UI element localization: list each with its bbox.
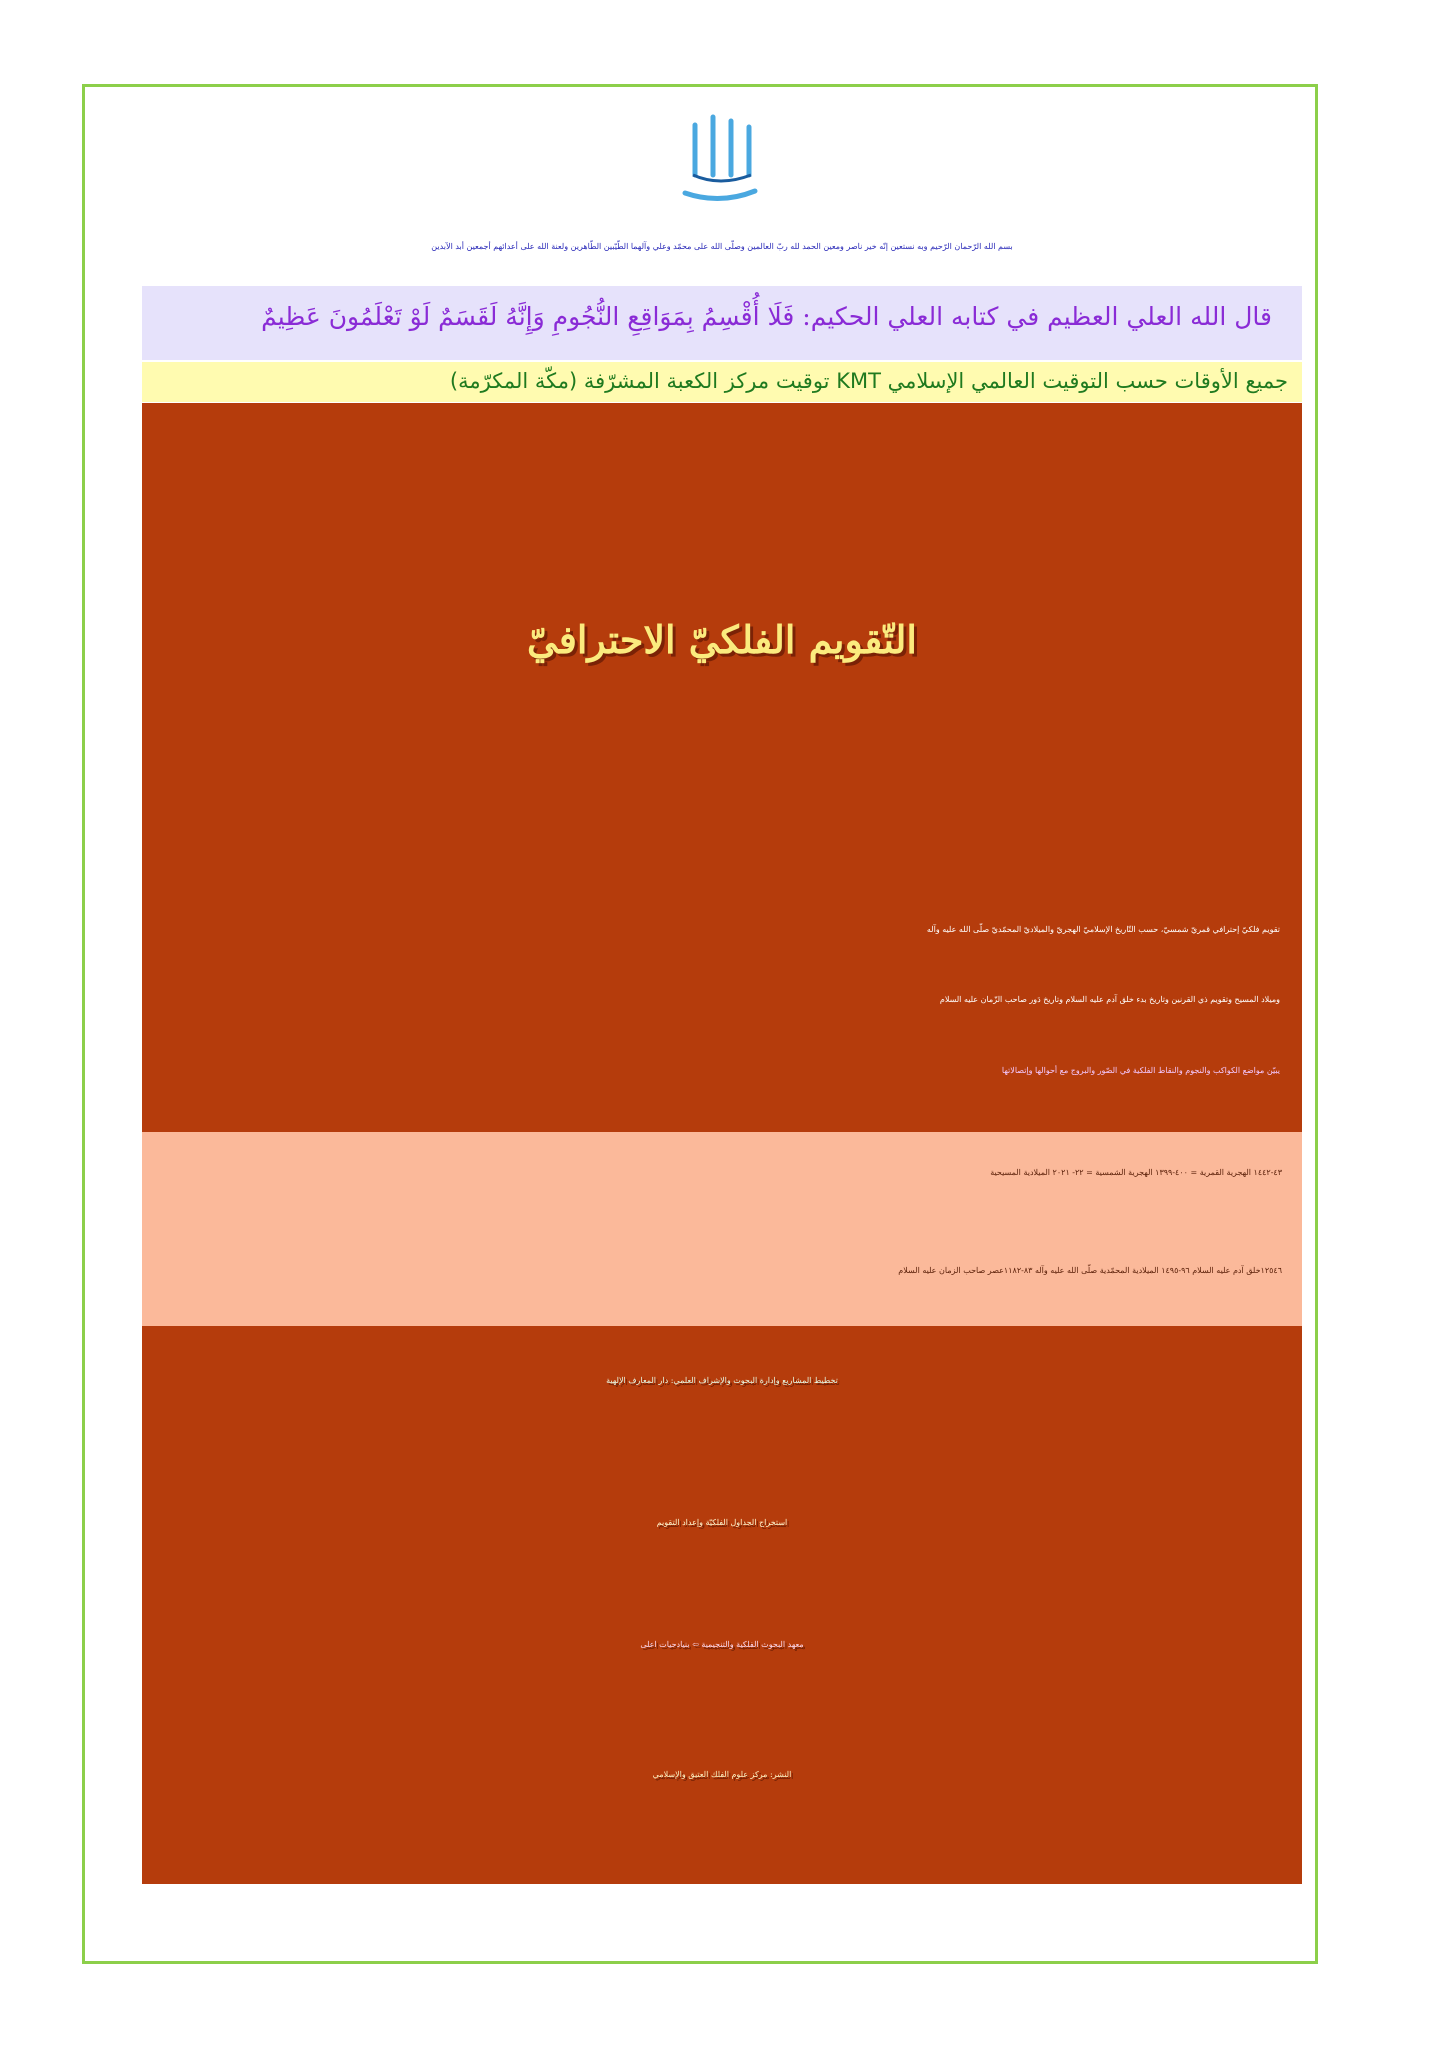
tables-credit: استخراج الجداول الفلكيّة وإعداد التقويم <box>656 1518 788 1527</box>
description-line-3 <box>142 1066 1302 1075</box>
description-text-3: يبيّن مواضع الكواكب والنجوم والنقاط الفلكية في الصّور والبروج مع أحوالها وإتصالاتها <box>1001 1066 1280 1075</box>
quran-verse-band <box>142 286 1302 360</box>
description-text-1: تقويم فلكيّ إحترافي قمريّ شمسيّ، حسب التّاريخ الإسلاميّ الهجريّ والميلاديّ المحمّديّ صلّى الله عليه وآله <box>926 925 1280 934</box>
years-text-1: ٤٣-١٤٤٢ الهجرية القمرية = ٤٠٠-١٣٩٩ الهجرية الشمسية = ٢٢- ٢٠٢١ الميلادية المسيحية <box>990 1168 1282 1177</box>
dates-band <box>142 1132 1302 1326</box>
timezone-note: جميع الأوقات حسب التوقيت العالمي الإسلامي KMT توقيت مركز الكعبة المشرّفة (مكّة المكرّمة) <box>449 369 1288 393</box>
publisher-credit: النشر: مركز علوم الفلك العتيق والإسلامي <box>652 1770 792 1779</box>
years-line-2 <box>142 1266 1302 1275</box>
timezone-note-band <box>142 362 1302 402</box>
calligraphy-logo <box>665 105 775 215</box>
quran-verse: قال الله العلي العظيم في كتابه العلي الحكيم: فَلَا أُقْسِمُ بِمَوَاقِعِ النُّجُومِ وَإِنَّهُ لَقَسَمٌ لَوْ تَعْلَمُونَ عَظِيمٌ <box>261 302 1272 331</box>
planning-credit: تخطيط المشاريع وإدارة البحوث والإشراف العلمي: دار المعارف الإلهية <box>606 1376 838 1385</box>
calendar-title: التّقويم الفلكيّ الاحترافيّ <box>527 617 917 662</box>
years-line-1 <box>142 1168 1302 1177</box>
description-text-2: وميلاد المسيح وتقويم ذي القرنين وتاريخ بدء خلق آدم عليه السلام وتاريخ دَور صاحب الزّمان عليه السلام <box>939 995 1280 1004</box>
description-line-1 <box>142 925 1302 934</box>
institute-credit: معهد البحوث الفلكية والتنجيمية ⇦ بنيادحيات اعلى <box>640 1640 804 1649</box>
basmala-line: بسم الله الرّحمان الرّحيم وبه نستعين إنّه خير ناصر ومعين الحمد لله ربّ العالمين وصلّى الله على محمّد وعلي وآلهما الطّيّبين الطّاهرين ولعنة الله على أعدائهم أجمعين أبد الآبدين <box>431 242 1013 251</box>
years-text-2: ١٢٥٤٦خلق آدم عليه السلام ٩٦-١٤٩٥ الميلادية المحمّدية صلّى الله عليه وآله ٨٣-١١٨٢عصر صاحب الزمان عليه السلام <box>898 1266 1282 1275</box>
description-line-2 <box>142 995 1302 1004</box>
logo-ornament-icon <box>665 105 775 215</box>
